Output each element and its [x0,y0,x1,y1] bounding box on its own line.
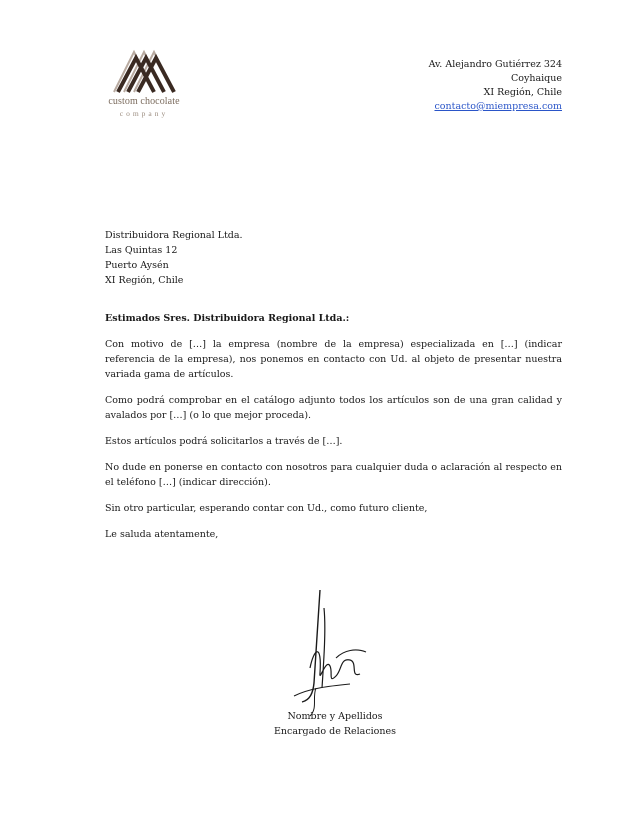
signature-icon [280,588,380,718]
recipient-street: Las Quintas 12 [105,245,178,256]
sender-region: XI Región, Chile [483,87,562,98]
letter-body [105,311,562,553]
handwritten-signature [280,588,380,708]
logo-name: custom chocolate [108,96,180,107]
signer-title: Encargado de Relaciones [273,726,397,737]
company-logo [104,46,184,122]
paragraph-salutation: Le saluda atentamente, [105,529,219,540]
sender-email-link[interactable]: contacto@miempresa.com [434,101,562,112]
letter-greeting: Estimados Sres. Distribuidora Regional Ltda.: [105,313,350,324]
paragraph-contact: No dude en ponerse en contacto con nosotros para cualquier duda o aclaración al respecto en el teléfono […] (indicar dirección). [105,462,562,488]
logo-sub: company [119,109,169,118]
chevron-logo-icon [112,46,176,94]
paragraph-intro: Con motivo de […] la empresa (nombre de la empresa) especializada en […] (indicar referencia de la empresa), nos ponemos en contacto con Ud. al objeto de presentar nuestra variada gama de artículos. [105,339,562,380]
recipient-region: XI Región, Chile [105,275,184,286]
recipient-city: Puerto Aysén [105,260,169,271]
paragraph-catalog: Como podrá comprobar en el catálogo adjunto todos los artículos son de una gran calidad y avalados por […] (o lo que mejor proceda). [105,395,562,421]
signer-name: Nombre y Apellidos [287,711,383,722]
sender-address [429,58,562,114]
sender-street: Av. Alejandro Gutiérrez 324 [428,59,562,70]
sender-city: Coyhaique [511,73,562,84]
recipient-address [105,228,243,288]
paragraph-closing: Sin otro particular, esperando contar con Ud., como futuro cliente, [105,503,428,514]
signer-block [260,709,410,739]
paragraph-order: Estos artículos podrá solicitarlos a través de […]. [105,436,343,447]
recipient-company: Distribuidora Regional Ltda. [105,230,243,241]
